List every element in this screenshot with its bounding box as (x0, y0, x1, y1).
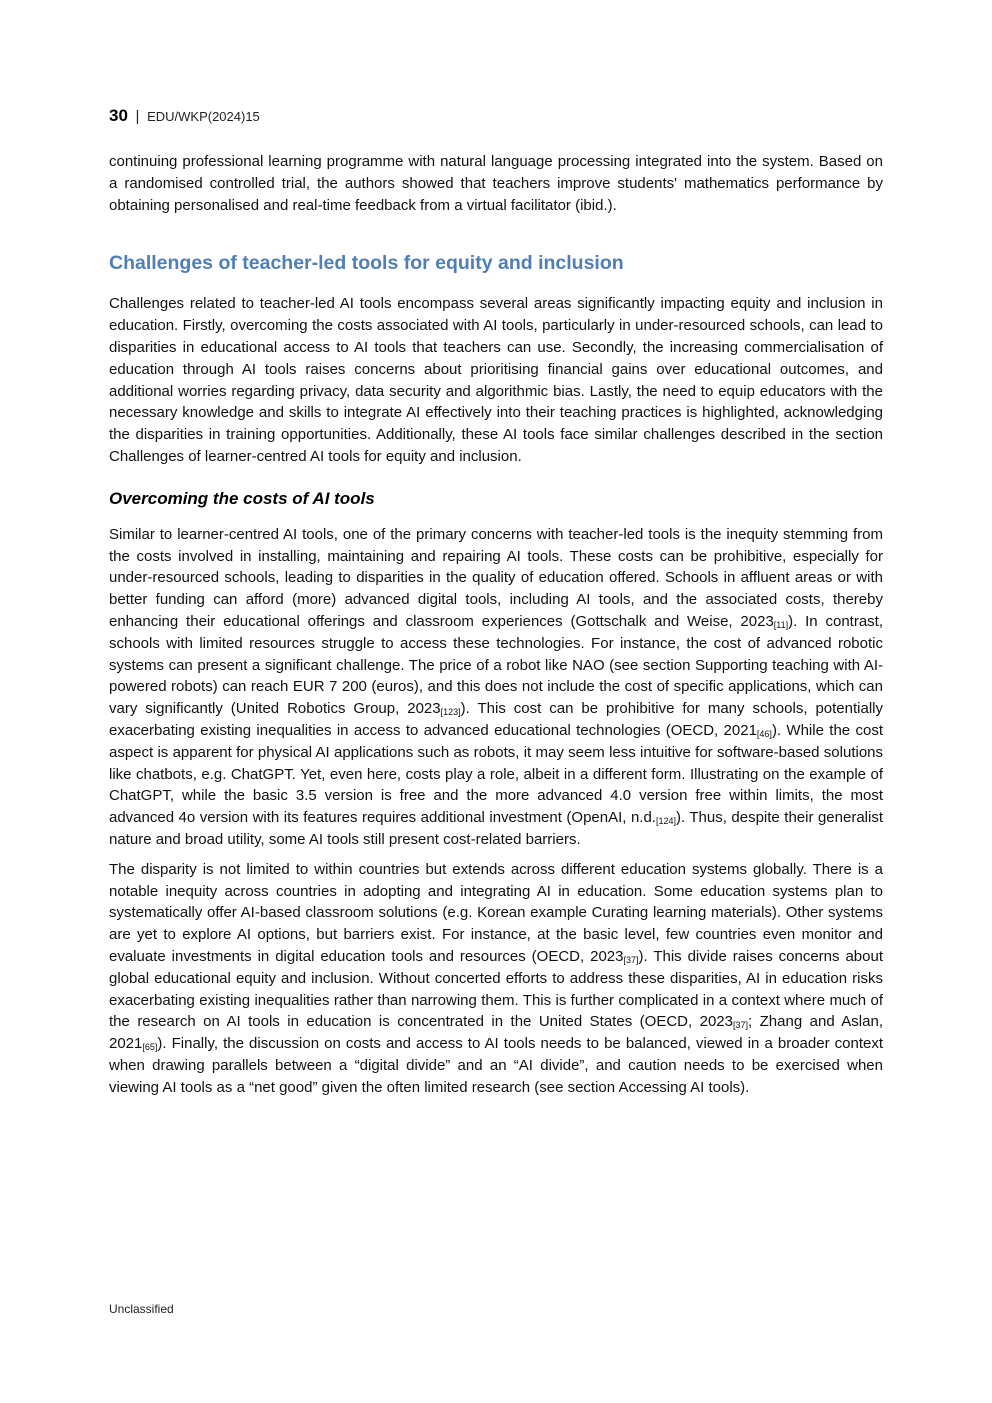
reference-marker: [123] (440, 707, 461, 718)
reference-marker: [65] (142, 1042, 158, 1053)
document-code: EDU/WKP(2024)15 (147, 109, 260, 124)
text-run: ; Zhang and Aslan, 2021 (109, 1013, 883, 1053)
reference-marker: [11] (773, 619, 789, 630)
text-run: ). In contrast, schools with limited resources struggle to access these technologies. For instance, the cost of advanced robotic systems can present a significant challenge. The price of a robot like NAO (see section Supporting teaching with AI-powered robots) can reach EUR 7 200 (euros), and this does not include the cost of specific applications, which can vary significantly (United Robotics Group, 2023 (109, 612, 883, 718)
text-run: ). Thus, despite their generalist nature and broad utility, some AI tools still present cost-related barriers. (109, 809, 883, 848)
section-paragraph: Challenges related to teacher-led AI tools encompass several areas significantly impacting equity and inclusion in education. Firstly, overcoming the costs associated with AI tools, particularly in under-resourced schools, can lead to disparities in educational access to AI tools that teachers can use. Secondly, the increasing commercialisation of education through AI tools raises concerns about prioritising financial gains over educational outcomes, and additional worries regarding privacy, data security and algorithmic bias. Lastly, the need to equip educators with the necessary knowledge and skills to integrate AI effectively into their teaching practices is highlighted, acknowledging the disparities in training opportunities. Additionally, these AI tools face similar challenges described in the section Challenges of learner-centred AI tools for equity and inclusion. (109, 295, 883, 465)
reference-marker: [124] (655, 816, 676, 827)
reference-marker: [46] (756, 728, 772, 739)
costs-paragraph-2 (109, 859, 883, 1099)
text-run: ). While the cost aspect is apparent for physical AI applications such as robots, it may seem less intuitive for software-based solutions like chatbots, e.g. ChatGPT. Yet, even here, costs play a role, albeit in a different form. Illustrating on the example of ChatGPT, while the basic 3.5 version is free and the more advanced 4.0 version free within limits, the most advanced 4o version with its features requires additional investment (OpenAI, n.d. (109, 721, 883, 827)
header-separator: | (135, 108, 140, 125)
intro-paragraph: continuing professional learning programme with natural language processing integrated into the system. Based on a randomised controlled trial, the authors showed that teachers improve students' mathematics performance by obtaining personalised and real-time feedback from a virtual facilitator (ibid.). (109, 153, 883, 214)
text-run: Similar to learner-centred AI tools, one of the primary concerns with teacher-led tools is the inequity stemming from the costs involved in installing, maintaining and repairing AI tools. These costs can be prohibitive, especially for under-resourced schools, leading to disparities in the quality of education offered. Schools in affluent areas or with better funding can afford (more) advanced digital tools, including AI tools, and the associated costs, thereby enhancing their educational offerings and classroom experiences (Gottschalk and Weise, 2023 (109, 525, 883, 630)
subsection-heading: Overcoming the costs of AI tools (109, 488, 375, 508)
text-run: ). Finally, the discussion on costs and access to AI tools needs to be balanced, viewed in a broader context when drawing parallels between a “digital divide” and an “AI divide”, and caution needs to be exercised when viewing AI tools as a “net good” given the often limited research (see section Accessing AI tools). (109, 1035, 883, 1096)
page-number: 30 (109, 106, 128, 125)
reference-marker: [37] (623, 954, 639, 965)
costs-paragraph-1 (109, 524, 883, 851)
reference-marker: [37] (733, 1020, 749, 1031)
text-run: ). This divide raises concerns about global educational equity and inclusion. Without concerted efforts to address these disparities, AI in education risks exacerbating existing inequalities rather than narrowing them. This is further complicated in a context where much of the research on AI tools in education is concentrated in the United States (OECD, 2023 (109, 947, 883, 1031)
page-footer: Unclassified (109, 1302, 174, 1316)
page-header (109, 106, 260, 126)
text-run: The disparity is not limited to within countries but extends across different education systems globally. There is a notable inequity across countries in adopting and integrating AI in education. Some education systems plan to systematically offer AI-based classroom solutions (e.g. Korean example Curating learning materials). Other systems are yet to explore AI options, but barriers exist. For instance, at the basic level, few countries even monitor and evaluate investments in digital education tools and resources (OECD, 2023 (109, 860, 883, 965)
text-run: ). This cost can be prohibitive for many schools, potentially exacerbating existing inequalities in access to advanced educational technologies (OECD, 2021 (109, 700, 883, 739)
section-heading: Challenges of teacher-led tools for equity and inclusion (109, 252, 624, 275)
page-content (109, 151, 883, 1098)
